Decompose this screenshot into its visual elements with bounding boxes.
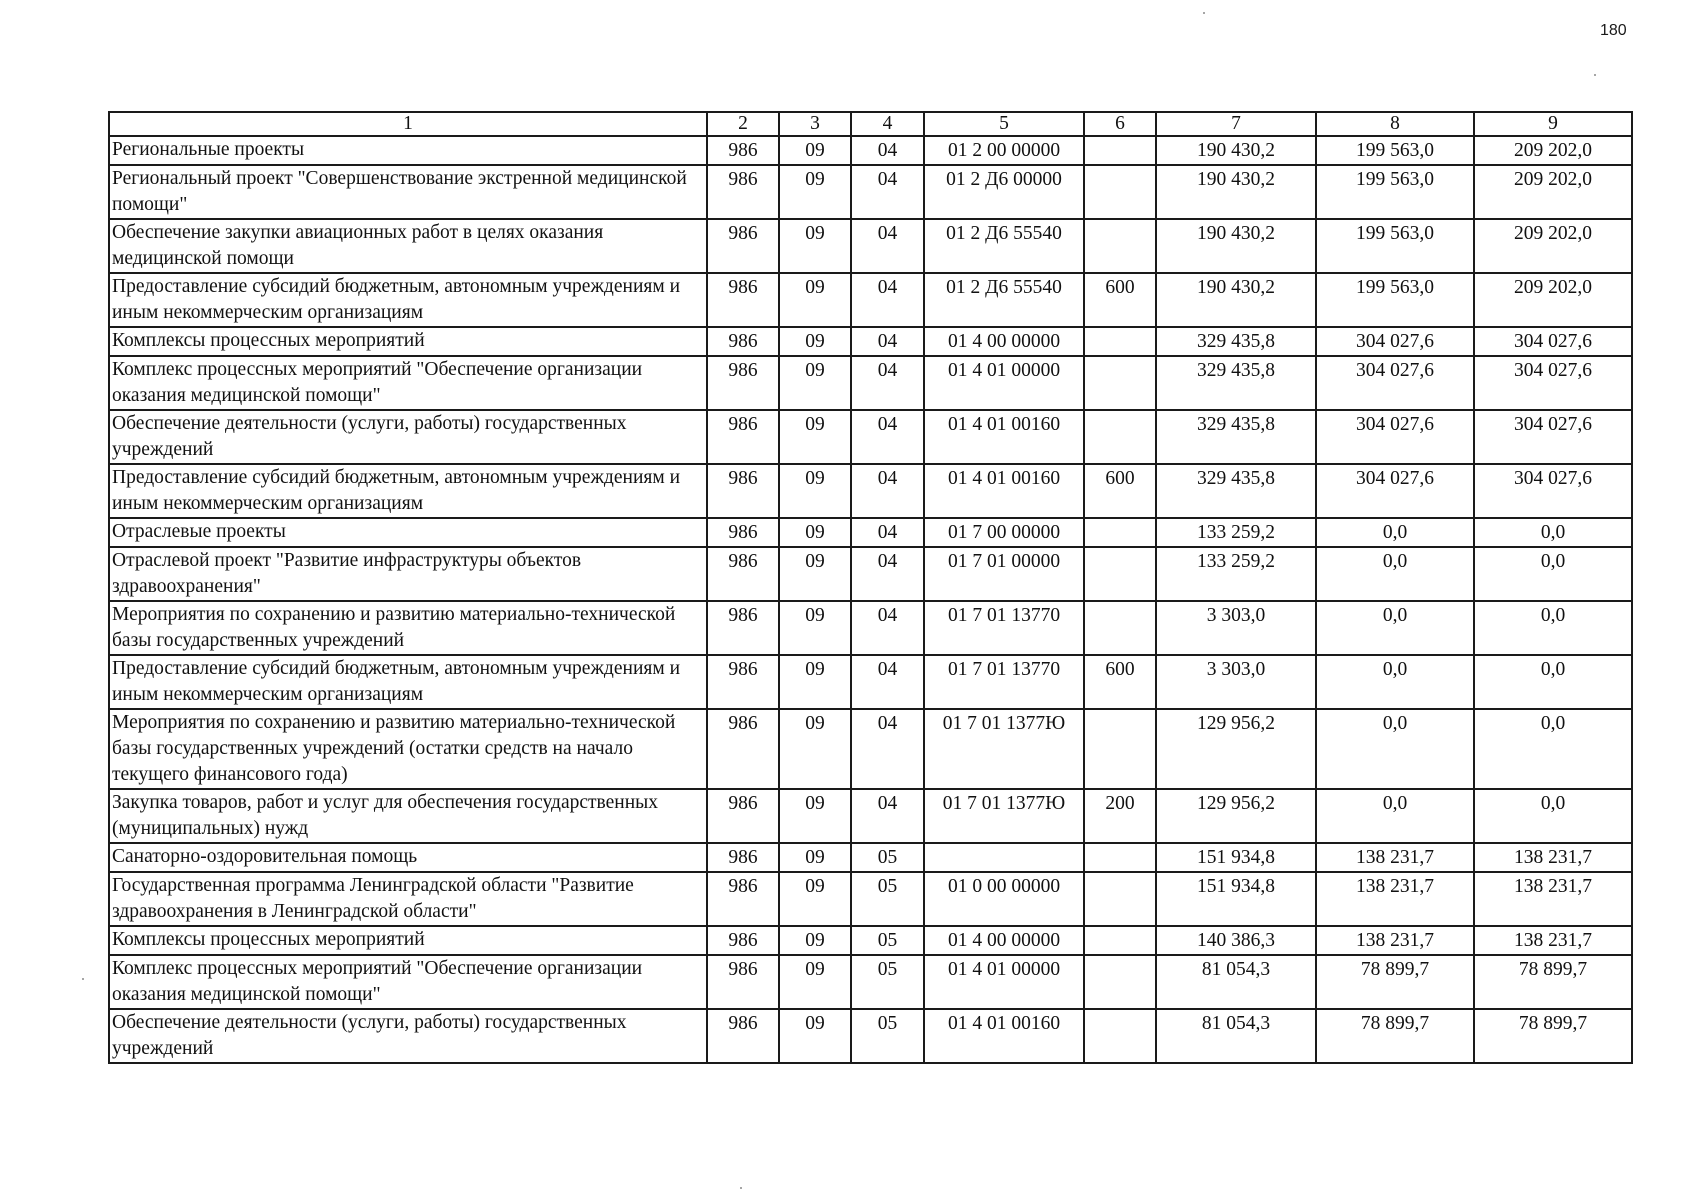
cell-col3: 09 [779,464,851,518]
cell-col4: 04 [851,356,924,410]
table-row [109,655,1632,709]
table-row [109,219,1632,273]
cell-col2: 986 [707,136,779,165]
cell-code: 01 7 01 13770 [924,601,1084,655]
cell-col4: 04 [851,709,924,789]
cell-col4: 04 [851,410,924,464]
cell-amount-1: 129 956,2 [1156,789,1316,843]
header-cell: 9 [1474,112,1632,136]
scan-speck [1203,12,1205,14]
cell-type: 600 [1084,655,1156,709]
cell-type [1084,136,1156,165]
header-cell: 2 [707,112,779,136]
cell-type: 600 [1084,273,1156,327]
cell-amount-2: 304 027,6 [1316,356,1474,410]
cell-col4: 04 [851,655,924,709]
cell-amount-1: 190 430,2 [1156,273,1316,327]
cell-amount-2: 0,0 [1316,709,1474,789]
cell-type [1084,1009,1156,1063]
cell-amount-3: 0,0 [1474,601,1632,655]
scan-speck [1594,74,1596,76]
scan-speck [740,1187,742,1189]
cell-amount-3: 78 899,7 [1474,1009,1632,1063]
header-cell: 5 [924,112,1084,136]
cell-amount-1: 329 435,8 [1156,410,1316,464]
cell-col3: 09 [779,219,851,273]
cell-col3: 09 [779,601,851,655]
cell-code: 01 2 Д6 00000 [924,165,1084,219]
budget-table [108,111,1633,1064]
cell-type: 600 [1084,464,1156,518]
cell-type [1084,547,1156,601]
cell-code: 01 4 01 00000 [924,955,1084,1009]
cell-col2: 986 [707,547,779,601]
cell-amount-1: 151 934,8 [1156,872,1316,926]
cell-col3: 09 [779,955,851,1009]
cell-amount-3: 0,0 [1474,789,1632,843]
cell-code: 01 4 01 00000 [924,356,1084,410]
cell-code: 01 7 01 00000 [924,547,1084,601]
cell-amount-3: 0,0 [1474,547,1632,601]
cell-col2: 986 [707,219,779,273]
cell-col3: 09 [779,356,851,410]
cell-name: Комплексы процессных мероприятий [109,926,707,955]
cell-type [1084,165,1156,219]
cell-col4: 04 [851,273,924,327]
cell-col2: 986 [707,165,779,219]
table-row [109,1009,1632,1063]
cell-name: Комплексы процессных мероприятий [109,327,707,356]
table-row [109,356,1632,410]
cell-name: Отраслевой проект "Развитие инфраструктуры объектов здравоохранения" [109,547,707,601]
cell-amount-2: 304 027,6 [1316,464,1474,518]
cell-col3: 09 [779,518,851,547]
cell-amount-1: 190 430,2 [1156,165,1316,219]
table-row [109,709,1632,789]
cell-amount-3: 138 231,7 [1474,872,1632,926]
table-row [109,872,1632,926]
cell-amount-2: 78 899,7 [1316,955,1474,1009]
cell-code: 01 4 01 00160 [924,1009,1084,1063]
cell-col2: 986 [707,955,779,1009]
cell-amount-3: 304 027,6 [1474,410,1632,464]
cell-amount-2: 0,0 [1316,518,1474,547]
cell-name: Региональный проект "Совершенствование экстренной медицинской помощи" [109,165,707,219]
cell-col4: 05 [851,955,924,1009]
cell-col2: 986 [707,356,779,410]
cell-amount-1: 329 435,8 [1156,327,1316,356]
cell-type [1084,926,1156,955]
cell-code: 01 0 00 00000 [924,872,1084,926]
cell-code: 01 4 00 00000 [924,926,1084,955]
cell-amount-2: 138 231,7 [1316,843,1474,872]
cell-col3: 09 [779,547,851,601]
page-number: 180 [1600,22,1627,39]
cell-code: 01 4 00 00000 [924,327,1084,356]
cell-col2: 986 [707,709,779,789]
cell-name: Предоставление субсидий бюджетным, автономным учреждениям и иным некоммерческим организациям [109,655,707,709]
cell-name: Закупка товаров, работ и услуг для обеспечения государственных (муниципальных) нужд [109,789,707,843]
cell-col2: 986 [707,327,779,356]
cell-col3: 09 [779,843,851,872]
cell-name: Отраслевые проекты [109,518,707,547]
table-row [109,327,1632,356]
cell-amount-2: 199 563,0 [1316,219,1474,273]
cell-col4: 04 [851,136,924,165]
cell-col4: 04 [851,601,924,655]
cell-col2: 986 [707,926,779,955]
cell-name: Предоставление субсидий бюджетным, автономным учреждениям и иным некоммерческим организациям [109,464,707,518]
cell-code: 01 2 00 00000 [924,136,1084,165]
cell-col3: 09 [779,410,851,464]
cell-type [1084,709,1156,789]
cell-amount-3: 209 202,0 [1474,136,1632,165]
table-row [109,843,1632,872]
cell-code: 01 4 01 00160 [924,464,1084,518]
cell-amount-2: 78 899,7 [1316,1009,1474,1063]
cell-amount-1: 133 259,2 [1156,518,1316,547]
cell-col2: 986 [707,273,779,327]
cell-type [1084,219,1156,273]
cell-col2: 986 [707,872,779,926]
cell-code: 01 7 01 13770 [924,655,1084,709]
cell-amount-1: 190 430,2 [1156,219,1316,273]
table-row [109,955,1632,1009]
cell-col2: 986 [707,518,779,547]
cell-col4: 04 [851,219,924,273]
table-row [109,926,1632,955]
header-cell: 7 [1156,112,1316,136]
cell-amount-2: 0,0 [1316,789,1474,843]
cell-type [1084,327,1156,356]
cell-amount-3: 209 202,0 [1474,273,1632,327]
cell-type [1084,410,1156,464]
cell-amount-3: 209 202,0 [1474,165,1632,219]
cell-amount-1: 140 386,3 [1156,926,1316,955]
cell-col2: 986 [707,843,779,872]
cell-col3: 09 [779,789,851,843]
cell-col3: 09 [779,926,851,955]
cell-name: Обеспечение деятельности (услуги, работы) государственных учреждений [109,410,707,464]
scan-speck [82,978,84,980]
header-cell: 3 [779,112,851,136]
header-cell: 1 [109,112,707,136]
cell-col3: 09 [779,327,851,356]
cell-type [1084,955,1156,1009]
cell-name: Предоставление субсидий бюджетным, автономным учреждениям и иным некоммерческим организациям [109,273,707,327]
cell-amount-3: 304 027,6 [1474,356,1632,410]
cell-col4: 05 [851,926,924,955]
cell-amount-1: 81 054,3 [1156,955,1316,1009]
cell-code: 01 2 Д6 55540 [924,273,1084,327]
cell-col3: 09 [779,273,851,327]
cell-amount-1: 3 303,0 [1156,655,1316,709]
table-row [109,165,1632,219]
cell-name: Обеспечение деятельности (услуги, работы) государственных учреждений [109,1009,707,1063]
cell-type [1084,872,1156,926]
cell-col2: 986 [707,1009,779,1063]
cell-name: Комплекс процессных мероприятий "Обеспечение организации оказания медицинской помощи" [109,356,707,410]
cell-col3: 09 [779,655,851,709]
cell-col4: 04 [851,547,924,601]
cell-amount-1: 129 956,2 [1156,709,1316,789]
table-row [109,789,1632,843]
table-row [109,464,1632,518]
cell-col2: 986 [707,789,779,843]
cell-amount-1: 190 430,2 [1156,136,1316,165]
cell-col4: 05 [851,1009,924,1063]
cell-col3: 09 [779,872,851,926]
cell-col4: 04 [851,327,924,356]
cell-amount-3: 78 899,7 [1474,955,1632,1009]
cell-amount-1: 329 435,8 [1156,356,1316,410]
header-cell: 8 [1316,112,1474,136]
cell-amount-3: 209 202,0 [1474,219,1632,273]
cell-col3: 09 [779,709,851,789]
cell-amount-3: 0,0 [1474,655,1632,709]
cell-type [1084,356,1156,410]
cell-amount-1: 151 934,8 [1156,843,1316,872]
cell-col4: 04 [851,789,924,843]
table-row [109,601,1632,655]
cell-amount-1: 133 259,2 [1156,547,1316,601]
cell-amount-3: 304 027,6 [1474,327,1632,356]
cell-code [924,843,1084,872]
cell-amount-1: 81 054,3 [1156,1009,1316,1063]
cell-amount-2: 199 563,0 [1316,273,1474,327]
cell-col3: 09 [779,1009,851,1063]
cell-name: Региональные проекты [109,136,707,165]
cell-amount-3: 138 231,7 [1474,926,1632,955]
table-row [109,547,1632,601]
cell-col4: 05 [851,843,924,872]
cell-name: Санаторно-оздоровительная помощь [109,843,707,872]
cell-amount-2: 0,0 [1316,655,1474,709]
cell-name: Обеспечение закупки авиационных работ в целях оказания медицинской помощи [109,219,707,273]
table-header-row [109,112,1632,136]
table-row [109,273,1632,327]
cell-code: 01 7 00 00000 [924,518,1084,547]
header-cell: 4 [851,112,924,136]
cell-col4: 04 [851,464,924,518]
cell-amount-3: 304 027,6 [1474,464,1632,518]
cell-type [1084,843,1156,872]
cell-amount-3: 0,0 [1474,518,1632,547]
cell-name: Мероприятия по сохранению и развитию материально-технической базы государственных учреждений [109,601,707,655]
cell-col4: 05 [851,872,924,926]
cell-col3: 09 [779,165,851,219]
cell-type [1084,518,1156,547]
cell-code: 01 7 01 1377Ю [924,709,1084,789]
cell-name: Государственная программа Ленинградской области "Развитие здравоохранения в Ленинградской области" [109,872,707,926]
cell-amount-2: 304 027,6 [1316,410,1474,464]
cell-amount-2: 0,0 [1316,547,1474,601]
cell-code: 01 7 01 1377Ю [924,789,1084,843]
cell-type: 200 [1084,789,1156,843]
cell-code: 01 4 01 00160 [924,410,1084,464]
cell-col3: 09 [779,136,851,165]
cell-amount-3: 138 231,7 [1474,843,1632,872]
cell-col2: 986 [707,410,779,464]
cell-amount-2: 199 563,0 [1316,136,1474,165]
table-row [109,410,1632,464]
cell-amount-3: 0,0 [1474,709,1632,789]
cell-col4: 04 [851,165,924,219]
cell-amount-1: 3 303,0 [1156,601,1316,655]
cell-col2: 986 [707,464,779,518]
cell-col2: 986 [707,655,779,709]
cell-amount-2: 304 027,6 [1316,327,1474,356]
cell-amount-2: 0,0 [1316,601,1474,655]
cell-amount-2: 138 231,7 [1316,926,1474,955]
cell-amount-2: 199 563,0 [1316,165,1474,219]
cell-amount-2: 138 231,7 [1316,872,1474,926]
cell-col4: 04 [851,518,924,547]
table-row [109,136,1632,165]
cell-col2: 986 [707,601,779,655]
cell-name: Комплекс процессных мероприятий "Обеспечение организации оказания медицинской помощи" [109,955,707,1009]
cell-code: 01 2 Д6 55540 [924,219,1084,273]
cell-type [1084,601,1156,655]
header-cell: 6 [1084,112,1156,136]
table-row [109,518,1632,547]
cell-amount-1: 329 435,8 [1156,464,1316,518]
cell-name: Мероприятия по сохранению и развитию материально-технической базы государственных учреждений (остатки средств на начало текущего финансового года) [109,709,707,789]
